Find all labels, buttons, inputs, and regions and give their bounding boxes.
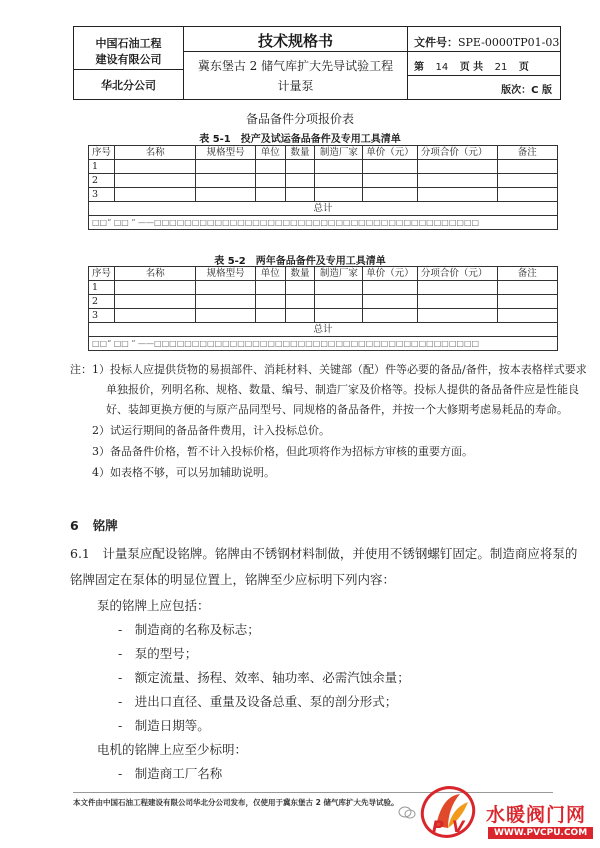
table1 (88, 145, 558, 230)
note-3: 3）备品备件价格，暂不计入投标价格，但此项将作为招标方审核的重要方面。 (92, 445, 473, 458)
list-item: - 制造商的名称及标志； (118, 622, 260, 637)
note-1-line3: 好、装卸更换方便的与原产品同型号、同规格的备品备件，并按一个大修期考虑易耗品的寿命。 (106, 403, 568, 416)
info-divider-2 (408, 75, 560, 76)
para-6-1-line2: 铭牌固定在泵体的明显位置上，铭牌至少应标明下列内容： (70, 572, 396, 587)
table2-header-row (89, 267, 558, 281)
table-row (89, 309, 558, 323)
table-row (89, 188, 558, 202)
note-1-line1: 1）投标人应提供货物的易损部件、消耗材料、关键部（配）件等必要的备品/备件，按本表格样式要求 (92, 363, 587, 376)
list-item: - 进出口直径、重量及设备总重、泵的剖分形式； (118, 694, 398, 709)
file-number-value: SPE-0000TP01-03 (458, 36, 560, 49)
table2-footer-row (89, 337, 558, 351)
pv-logo-icon (418, 782, 480, 840)
table1-col-header: 单位 (255, 146, 285, 160)
pump-plate-intro: 泵的铭牌上应包括： (97, 598, 210, 613)
table1-col-header: 名称 (115, 146, 196, 160)
table-row (89, 281, 558, 295)
section6-number: 6 (70, 518, 79, 533)
company-branch: 华北分公司 (101, 79, 156, 92)
table1-col-header: 制造厂家 (315, 146, 363, 160)
page-current: 14 (435, 62, 449, 73)
page-mid: 页 共 (459, 62, 484, 73)
watermark-url: WWW.PVCPU.COM (488, 827, 593, 839)
note-4: 4）如表格不够，可以另加辅助说明。 (92, 466, 275, 479)
note-1-line2: 单独报价，列明名称、规格、数量、编号、制造厂家及价格等。投标人提供的备品备件应是性能良 (106, 383, 579, 396)
table1-total-row (89, 202, 558, 216)
page-suffix: 页 (518, 62, 529, 73)
company-name-line1: 中国石油工程 (95, 37, 162, 50)
company-divider (74, 69, 183, 70)
table2-col-header: 数量 (285, 267, 315, 281)
table1-col-header: 分项合价（元） (417, 146, 497, 160)
version: 版次：C 版 (501, 85, 552, 96)
watermark-site-name: 水暖阀门网 (486, 804, 587, 826)
doc-type-title: 技术规格书 (257, 32, 333, 50)
table2-col-header: 序号 (89, 267, 115, 281)
footer-text: 本文件由中国石油工程建设有限公司华北分公司发布，仅使用于冀东堡古 2 储气库扩大先导试验。 (73, 798, 399, 807)
total-label: 总计 (89, 202, 558, 216)
page-indicator (414, 58, 529, 73)
table2-col-header: 单位 (255, 267, 285, 281)
doc-info-cell (408, 27, 560, 99)
table2-total-row (89, 323, 558, 337)
table-row (89, 295, 558, 309)
project-name: 冀东堡古 2 储气库扩大先导试验工程 (197, 59, 394, 73)
section6-heading (70, 516, 118, 534)
table1-col-header: 单价（元） (363, 146, 418, 160)
table2-col-header: 备注 (497, 267, 557, 281)
table1-col-header: 数量 (285, 146, 315, 160)
table1-col-header: 序号 (89, 146, 115, 160)
table2 (88, 266, 558, 351)
note-2: 2）试运行期间的备品备件费用，计入投标总价。 (92, 424, 330, 437)
notes-label: 注： (70, 363, 92, 376)
page-total: 21 (494, 62, 508, 73)
table1-header-row (89, 146, 558, 160)
title-divider (184, 51, 407, 52)
table2-col-header: 制造厂家 (315, 267, 363, 281)
table2-col-header: 规格型号 (196, 267, 255, 281)
svg-text:P: P (432, 817, 444, 836)
table1-caption: 表 5-1 投产及试运备品备件及专用工具清单 (199, 134, 401, 145)
wechat-icon (398, 805, 416, 819)
table-row (89, 160, 558, 174)
table1-col-header: 备注 (497, 146, 557, 160)
equipment-name: 计量泵 (277, 79, 314, 93)
total-label: 总计 (89, 323, 558, 337)
table2-col-header: 分项合价（元） (417, 267, 497, 281)
footer-divider (73, 792, 553, 793)
row-number: 3 (89, 188, 115, 202)
row-number: 1 (89, 281, 115, 295)
section-title: 备品备件分项报价表 (245, 112, 354, 126)
table2-footer-text: □□“ □□ ” ——□□□□□□□□□□□□□□□□□□□□□□□□□□□□□□□□□□□□□□□□□□□ (89, 337, 558, 351)
table1-col-header: 规格型号 (196, 146, 255, 160)
table2-col-header: 单价（元） (363, 267, 418, 281)
row-number: 2 (89, 174, 115, 188)
list-item: - 泵的型号； (118, 646, 198, 661)
list-item: - 制造商工厂名称 (118, 766, 223, 781)
row-number: 3 (89, 309, 115, 323)
svg-text:V: V (452, 817, 465, 836)
table-row (89, 174, 558, 188)
info-divider-1 (408, 51, 560, 52)
list-item: - 制造日期等。 (118, 718, 210, 733)
list-item: - 额定流量、扬程、效率、轴功率、必需汽蚀余量； (118, 670, 410, 685)
table2-caption: 表 5-2 两年备品备件及专用工具清单 (214, 256, 386, 267)
para-6-1-line1: 6.1 计量泵应配设铭牌。铭牌由不锈钢材料制做，并使用不锈钢螺钉固定。制造商应将泵的 (70, 546, 578, 561)
motor-plate-intro: 电机的铭牌上应至少标明： (97, 742, 248, 757)
file-number (414, 34, 559, 50)
row-number: 1 (89, 160, 115, 174)
title-cell (184, 27, 408, 99)
file-number-label: 文件号： (414, 36, 458, 49)
table2-col-header: 名称 (115, 267, 196, 281)
company-cell (74, 27, 184, 99)
row-number: 2 (89, 295, 115, 309)
page-prefix: 第 (414, 62, 424, 73)
table1-footer-row (89, 216, 558, 230)
table1-footer-text: □□“ □□ ” ——□□□□□□□□□□□□□□□□□□□□□□□□□□□□□□□□□□□□□□□□□□□ (89, 216, 558, 230)
company-name-line2: 建设有限公司 (95, 53, 162, 66)
document-header (73, 26, 561, 100)
section6-title: 铭牌 (92, 518, 118, 533)
